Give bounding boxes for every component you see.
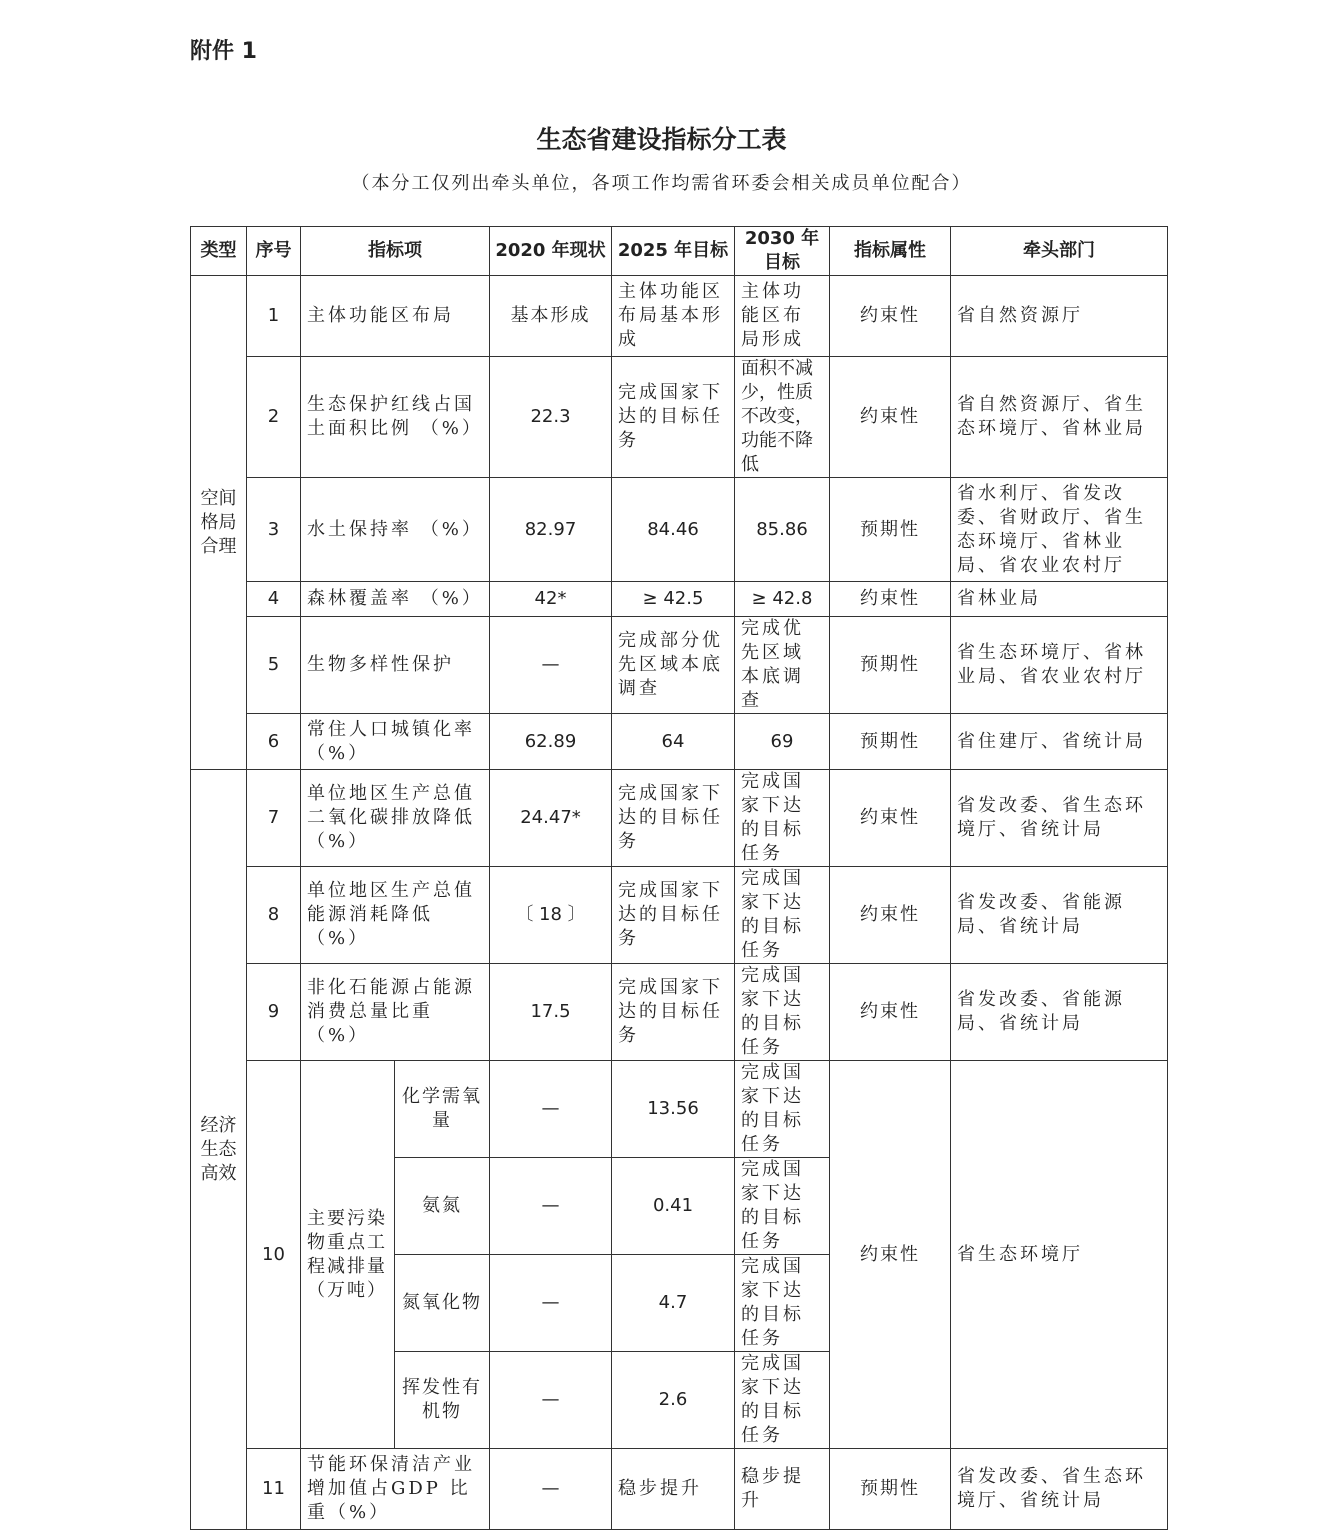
cell-2025: 完成国家下达的目标任务: [612, 964, 735, 1061]
cell-dept: 省发改委、省生态环境厅、省统计局: [951, 770, 1168, 867]
cell-seq: 3: [247, 478, 301, 582]
cell-attr: 预期性: [830, 714, 951, 770]
cell-attr: 约束性: [830, 1061, 951, 1449]
header-2030: 2030 年目标: [735, 227, 830, 276]
category-space: [191, 276, 247, 770]
cell-2020: 24.47*: [490, 770, 612, 867]
cell-dept: 省发改委、省生态环境厅、省统计局: [951, 1449, 1168, 1530]
header-2020: 2020 年现状: [490, 227, 612, 276]
cell-item: 单位地区生产总值能源消耗降低（%）: [301, 867, 490, 964]
cell-item: 非化石能源占能源消费总量比重（%）: [301, 964, 490, 1061]
cell-2025: ≥ 42.5: [612, 582, 735, 617]
table-row: [191, 357, 1168, 478]
table-row: [191, 770, 1168, 867]
cell-2030: 完成国家下达的目标任务: [735, 1255, 830, 1352]
cell-2030: ≥ 42.8: [735, 582, 830, 617]
cell-2020: 基本形成: [490, 276, 612, 357]
cell-2030: 面积不减少，性质不改变，功能不降低: [735, 357, 830, 478]
category-economy: [191, 770, 247, 1530]
table-row: [191, 867, 1168, 964]
cell-item: 森林覆盖率 （%）: [301, 582, 490, 617]
cell-2020: —: [490, 1352, 612, 1449]
cell-2020: 17.5: [490, 964, 612, 1061]
cell-seq: 7: [247, 770, 301, 867]
cell-item: 常住人口城镇化率（%）: [301, 714, 490, 770]
cell-dept: 省住建厅、省统计局: [951, 714, 1168, 770]
table-row: [191, 582, 1168, 617]
cell-2025: 完成国家下达的目标任务: [612, 867, 735, 964]
cell-seq: 1: [247, 276, 301, 357]
cell-item: 生物多样性保护: [301, 617, 490, 714]
cell-attr: 约束性: [830, 357, 951, 478]
cell-item: 水土保持率 （%）: [301, 478, 490, 582]
cell-seq: 8: [247, 867, 301, 964]
cell-2030: 完成国家下达的目标任务: [735, 1352, 830, 1449]
cell-attr: 预期性: [830, 617, 951, 714]
cell-2030: 完成国家下达的目标任务: [735, 770, 830, 867]
header-seq: 序号: [247, 227, 301, 276]
cell-subitem: 氮氧化物: [395, 1255, 490, 1352]
table-row: [191, 1449, 1168, 1530]
table-row: [191, 617, 1168, 714]
cell-dept: 省水利厅、省发改委、省财政厅、省生态环境厅、省林业局、省农业农村厅: [951, 478, 1168, 582]
cell-2025: 完成部分优先区域本底调查: [612, 617, 735, 714]
cell-subitem: 挥发性有机物: [395, 1352, 490, 1449]
cell-2025: 13.56: [612, 1061, 735, 1158]
page-title: 生态省建设指标分工表: [536, 125, 787, 154]
cell-2030: 完成优先区域本底调查: [735, 617, 830, 714]
table-row: [191, 478, 1168, 582]
cell-2030: 完成国家下达的目标任务: [735, 964, 830, 1061]
cell-2025: 0.41: [612, 1158, 735, 1255]
category-space-label: 空间格局合理: [200, 487, 237, 557]
cell-2020: —: [490, 1449, 612, 1530]
cell-dept: 省发改委、省能源局、省统计局: [951, 867, 1168, 964]
cell-2030: 完成国家下达的目标任务: [735, 867, 830, 964]
header-type: 类型: [191, 227, 247, 276]
cell-2025: 84.46: [612, 478, 735, 582]
cell-dept: 省自然资源厅、省生态环境厅、省林业局: [951, 357, 1168, 478]
header-row: [191, 227, 1168, 276]
cell-seq: 5: [247, 617, 301, 714]
cell-2020: —: [490, 1061, 612, 1158]
cell-2020: 62.89: [490, 714, 612, 770]
cell-seq: 6: [247, 714, 301, 770]
cell-dept: 省生态环境厅、省林业局、省农业农村厅: [951, 617, 1168, 714]
table-row: [191, 276, 1168, 357]
cell-2030: 完成国家下达的目标任务: [735, 1061, 830, 1158]
cell-dept: 省林业局: [951, 582, 1168, 617]
table-row: [191, 714, 1168, 770]
cell-2020: 82.97: [490, 478, 612, 582]
header-attr: 指标属性: [830, 227, 951, 276]
cell-2030: 稳步提升: [735, 1449, 830, 1530]
cell-seq: 4: [247, 582, 301, 617]
cell-2020: —: [490, 1255, 612, 1352]
cell-2030: 主体功能区布局形成: [735, 276, 830, 357]
cell-2030: 85.86: [735, 478, 830, 582]
cell-subitem: 化学需氧量: [395, 1061, 490, 1158]
cell-item: 生态保护红线占国土面积比例 （%）: [301, 357, 490, 478]
cell-attr: 预期性: [830, 478, 951, 582]
cell-item: 节能环保清洁产业增加值占GDP 比重（%）: [301, 1449, 490, 1530]
cell-dept: 省生态环境厅: [951, 1061, 1168, 1449]
cell-2025: 完成国家下达的目标任务: [612, 357, 735, 478]
cell-2025: 主体功能区布局基本形成: [612, 276, 735, 357]
cell-attr: 约束性: [830, 867, 951, 964]
cell-attr: 约束性: [830, 964, 951, 1061]
cell-attr: 约束性: [830, 582, 951, 617]
cell-2030: 完成国家下达的目标任务: [735, 1158, 830, 1255]
cell-dept: 省自然资源厅: [951, 276, 1168, 357]
cell-2025: 64: [612, 714, 735, 770]
cell-2030: 69: [735, 714, 830, 770]
header-2025: 2025 年目标: [612, 227, 735, 276]
cell-2020: 〔 18 〕: [490, 867, 612, 964]
cell-attr: 约束性: [830, 276, 951, 357]
cell-2025: 稳步提升: [612, 1449, 735, 1530]
table-row: [191, 964, 1168, 1061]
cell-2020: 42*: [490, 582, 612, 617]
cell-item: 主要污染物重点工程减排量（万吨）: [301, 1061, 395, 1449]
cell-seq: 11: [247, 1449, 301, 1530]
cell-item: 主体功能区布局: [301, 276, 490, 357]
cell-2025: 完成国家下达的目标任务: [612, 770, 735, 867]
cell-2020: —: [490, 1158, 612, 1255]
category-economy-label: 经济生态高效: [200, 1114, 237, 1184]
attachment-label: 附件 1: [190, 39, 257, 64]
cell-attr: 预期性: [830, 1449, 951, 1530]
indicator-table: [190, 226, 1168, 1530]
cell-subitem: 氨氮: [395, 1158, 490, 1255]
page-subtitle: （本分工仅列出牵头单位，各项工作均需省环委会相关成员单位配合）: [351, 173, 972, 194]
cell-seq: 10: [247, 1061, 301, 1449]
cell-2025: 2.6: [612, 1352, 735, 1449]
cell-dept: 省发改委、省能源局、省统计局: [951, 964, 1168, 1061]
cell-2020: 22.3: [490, 357, 612, 478]
table-row: [191, 1061, 1168, 1158]
cell-seq: 9: [247, 964, 301, 1061]
header-item: 指标项: [301, 227, 490, 276]
cell-2025: 4.7: [612, 1255, 735, 1352]
cell-2020: —: [490, 617, 612, 714]
cell-seq: 2: [247, 357, 301, 478]
header-dept: 牵头部门: [951, 227, 1168, 276]
cell-item: 单位地区生产总值二氧化碳排放降低（%）: [301, 770, 490, 867]
cell-attr: 约束性: [830, 770, 951, 867]
